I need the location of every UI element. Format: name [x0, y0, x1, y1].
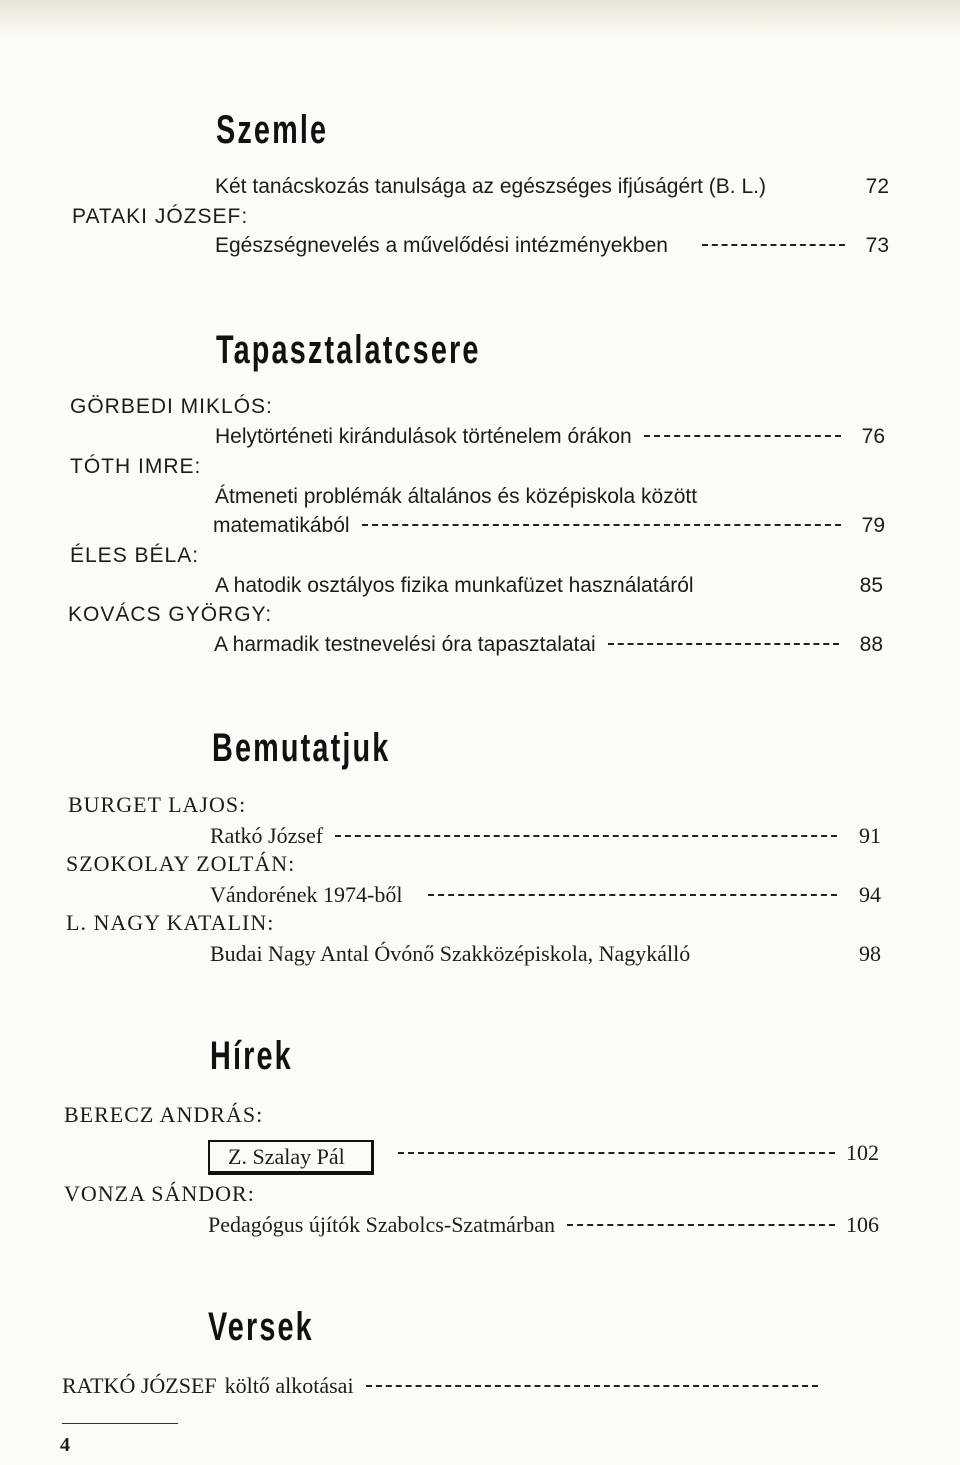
- leader-dashes: [362, 524, 841, 526]
- page-number: 76: [861, 425, 885, 448]
- leader-dashes: [567, 1224, 835, 1226]
- entry-title: Két tanácskozás tanulsága az egészséges ifjúságért (B. L.): [215, 175, 766, 198]
- entry-title: Egészségnevelés a művelődési intézményekben: [215, 234, 668, 257]
- toc-entry[interactable]: [62, 1375, 818, 1397]
- entry-title: A hatodik osztályos fizika munkafüzet használatáról: [215, 574, 694, 597]
- section-title-szemle: Szemle: [216, 108, 329, 152]
- entry-title: Helytörténeti kirándulások történelem órákon: [215, 425, 632, 448]
- author-name: L. NAGY KATALIN:: [66, 910, 275, 935]
- page-number: 72: [865, 175, 889, 198]
- author-name: GÖRBEDI MIKLÓS:: [70, 395, 273, 418]
- toc-entry[interactable]: [210, 943, 881, 965]
- page-number: 102: [846, 1140, 879, 1165]
- entry-title-line2: matematikából: [213, 514, 350, 537]
- leader-dashes: [428, 894, 837, 896]
- section-title-versek: Versek: [208, 1305, 314, 1349]
- section-title-bemutatjuk: Bemutatjuk: [212, 726, 391, 770]
- page-top-edge: [0, 0, 960, 40]
- toc-entry[interactable]: [215, 575, 883, 596]
- toc-entry[interactable]: [210, 884, 881, 906]
- footer-rule: [62, 1423, 178, 1424]
- author-name: ÉLES BÉLA:: [70, 544, 200, 567]
- toc-entry[interactable]: [210, 825, 881, 847]
- author-name: BURGET LAJOS:: [68, 792, 247, 817]
- author-name: KOVÁCS GYÖRGY:: [68, 603, 273, 626]
- toc-entry[interactable]: [214, 634, 883, 655]
- author-name: PATAKI JÓZSEF:: [72, 205, 249, 228]
- toc-entry[interactable]: [215, 426, 885, 447]
- leader-dashes: [398, 1152, 835, 1154]
- leader-dashes: [644, 435, 841, 437]
- page-number: 73: [865, 234, 889, 257]
- author-name: VONZA SÁNDOR:: [64, 1181, 255, 1206]
- page-number: 94: [859, 882, 881, 907]
- author-name: BERECZ ANDRÁS:: [64, 1102, 264, 1127]
- entry-title: Vándorének 1974-ből: [210, 882, 403, 907]
- toc-entry[interactable]: [208, 1140, 879, 1175]
- entry-title: Budai Nagy Antal Óvónő Szakközépiskola, Nagykálló: [210, 941, 691, 966]
- entry-title: A harmadik testnevelési óra tapasztalatai: [214, 633, 596, 656]
- page-number: 98: [859, 941, 881, 966]
- leader-dashes: [366, 1385, 818, 1387]
- toc-entry[interactable]: [215, 235, 889, 256]
- author-name: SZOKOLAY ZOLTÁN:: [66, 851, 296, 876]
- toc-entry[interactable]: [208, 1214, 879, 1236]
- section-title-tapasztalatcsere: Tapasztalatcsere: [216, 328, 481, 372]
- page-folio: 4: [60, 1434, 70, 1456]
- toc-entry[interactable]: [213, 515, 885, 536]
- entry-title: Ratkó József: [210, 823, 324, 848]
- entry-author: RATKÓ JÓZSEF: [62, 1373, 217, 1398]
- leader-dashes: [608, 643, 839, 645]
- boxed-entry-title: Z. Szalay Pál: [208, 1140, 374, 1175]
- page-number: 88: [859, 633, 883, 656]
- page-number: 106: [846, 1212, 879, 1237]
- leader-dashes: [702, 244, 845, 246]
- author-name: TÓTH IMRE:: [70, 455, 202, 478]
- page-number: 91: [859, 823, 881, 848]
- entry-title-line1: Átmeneti problémák általános és középiskola között: [215, 485, 698, 508]
- entry-title: Pedagógus újítók Szabolcs-Szatmárban: [208, 1212, 556, 1237]
- page-number: 79: [861, 514, 885, 537]
- leader-dashes: [335, 835, 837, 837]
- page-number: 85: [859, 574, 883, 597]
- section-title-hirek: Hírek: [210, 1034, 293, 1078]
- toc-entry[interactable]: [215, 176, 889, 197]
- entry-title: költő alkotásai: [224, 1373, 354, 1398]
